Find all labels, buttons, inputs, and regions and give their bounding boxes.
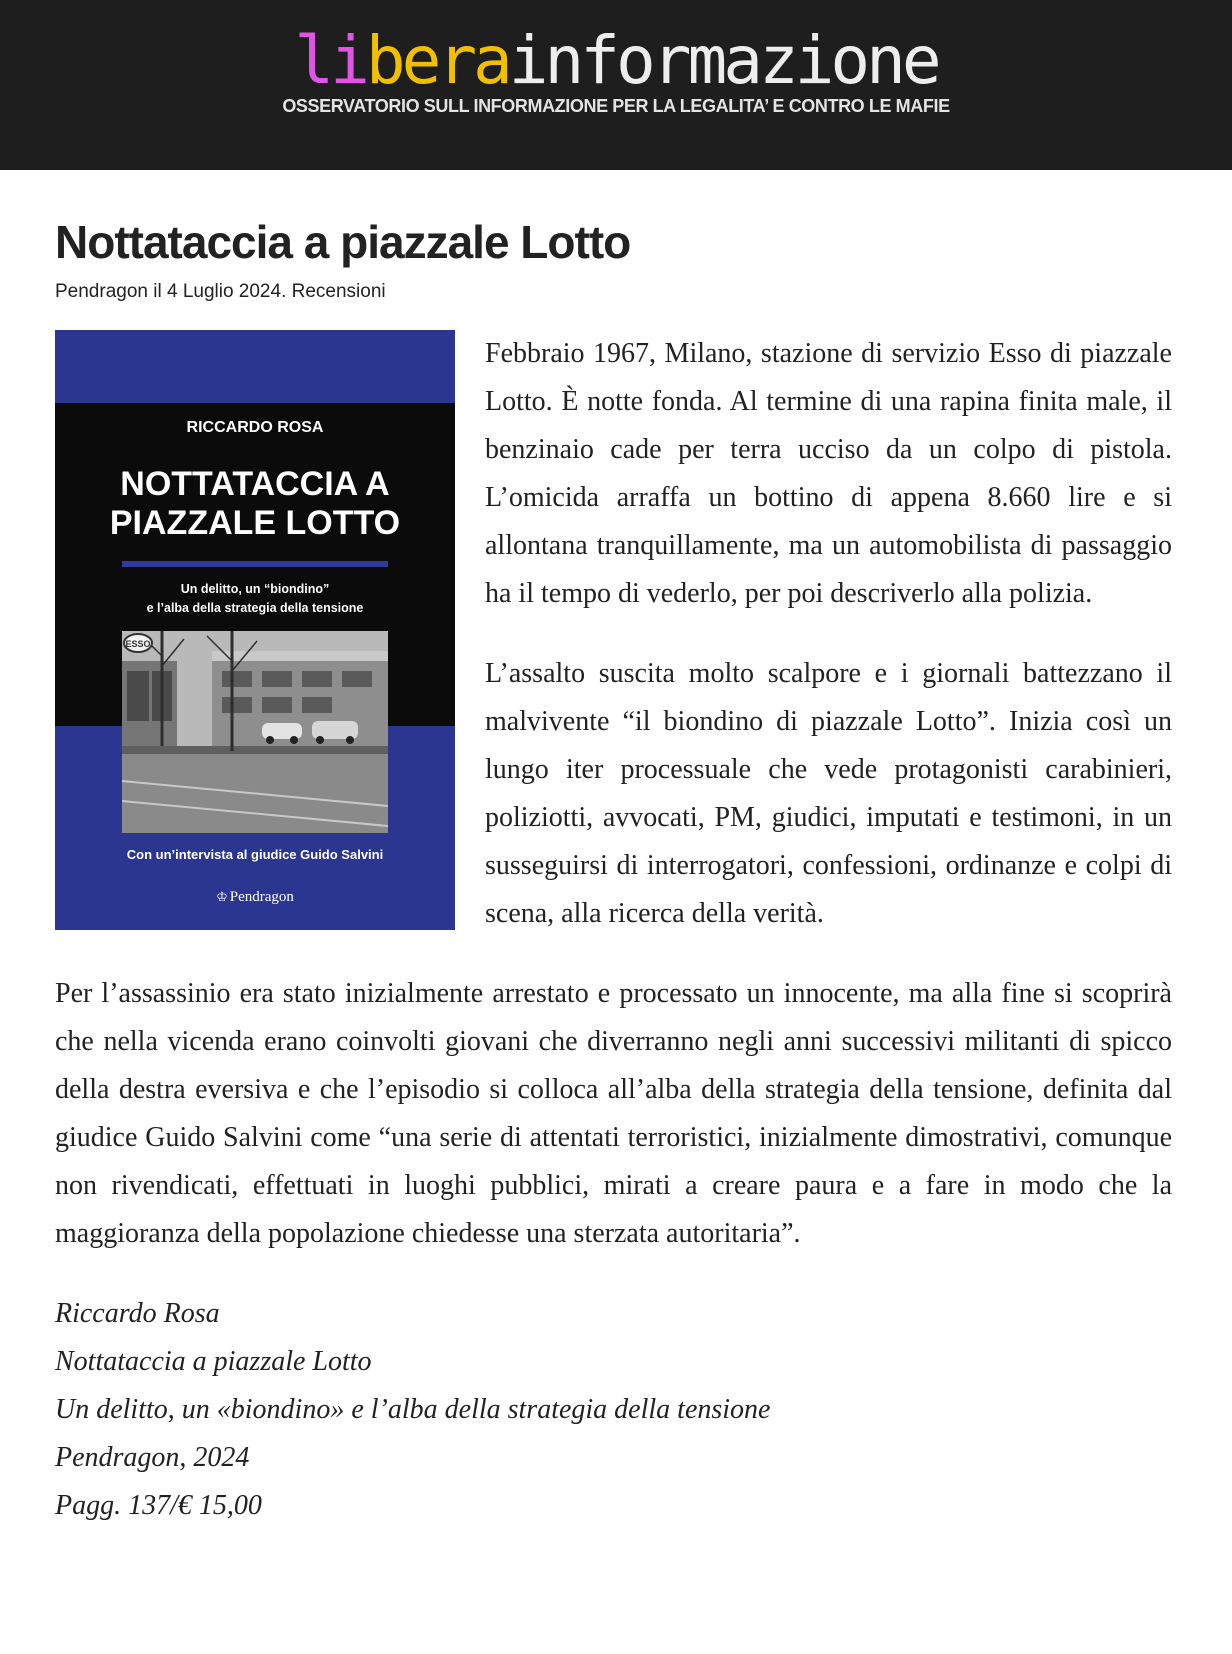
credit-publisher: Pendragon, 2024 [55,1442,250,1473]
cover-esso-sign: ESSO [125,639,151,649]
site-tagline: OSSERVATORIO SULL INFORMAZIONE PER LA LEGALITA’ E CONTRO LE MAFIE [282,96,950,116]
site-header [0,0,1232,170]
article-paragraph-1: Febbraio 1967, Milano, stazione di servizio Esso di piazzale Lotto. È notte fonda. Al termine di una rapina finita male, il benzinaio cade per terra ucciso da un colpo di pistola. L’omicida arraffa un bottino di appena 8.660 lire e si allontana tranquillamente, ma un automobilista di passaggio ha il tempo di vederlo, per poi descriverlo alla polizia. [485,338,1172,609]
article-title: Nottataccia a piazzale Lotto [55,216,631,268]
site-logo[interactable] [0,22,1232,99]
article-paragraph-2: L’assalto suscita molto scalpore e i giornali battezzano il malvivente “il biondino di piazzale Lotto”. Inizia così un lungo iter processuale che vede protagonisti carabinieri, poliziotti, avvocati, PM, giudici, imputati e testimoni, in un susseguirsi di interrogatori, confessioni, ordinanze e colpi di scena, alla ricerca della verità. [485,658,1172,929]
cover-photo [122,631,388,833]
credit-title: Nottataccia a piazzale Lotto [55,1346,372,1377]
logo-part-informazione: informazione [508,22,938,99]
cover-publisher-name: Pendragon [229,889,294,905]
cover-interview-note: Con un’intervista al giudice Guido Salvini [126,847,384,862]
cover-author: RICCARDO ROSA [186,419,324,436]
cover-photo-illustration [122,631,388,833]
article-body [55,330,1172,1562]
book-credits [55,1290,1172,1530]
credit-author: Riccardo Rosa [55,1298,220,1329]
cover-title: NOTTATACCIA A PIAZZALE LOTTO [109,465,401,542]
credit-subtitle: Un delitto, un «biondino» e l’alba della strategia della tensione [55,1394,771,1425]
credit-pages-price: Pagg. 137/€ 15,00 [55,1490,262,1521]
cover-divider [122,561,388,567]
logo-part-bera: bera [365,22,509,99]
cover-subtitle: Un delitto, un “biondino” e l’alba della strategia della tensione [146,582,364,615]
article-paragraph-3: Per l’assassinio era stato inizialmente arrestato e processato un innocente, ma alla fine si scoprirà che nella vicenda erano coinvolti giovani che diverranno negli anni successivi militanti di spicco della destra eversiva e che l’episodio si colloca all’alba della strategia della tensione, definita dal giudice Guido Salvini come “una serie di attentati terroristici, inizialmente dimostrativi, comunque non rivendicati, effettuati in luoghi pubblici, mirati a creare paura e a fare in modo che la maggioranza della popolazione chiedesse una sterzata autoritaria”. [55,978,1172,1249]
article-meta: Pendragon il 4 Luglio 2024. Recensioni [55,281,386,302]
book-cover-image[interactable] [55,330,455,930]
publisher-logo-icon: ♔ [216,889,228,904]
logo-part-li: li [294,22,366,99]
cover-publisher [55,887,455,907]
